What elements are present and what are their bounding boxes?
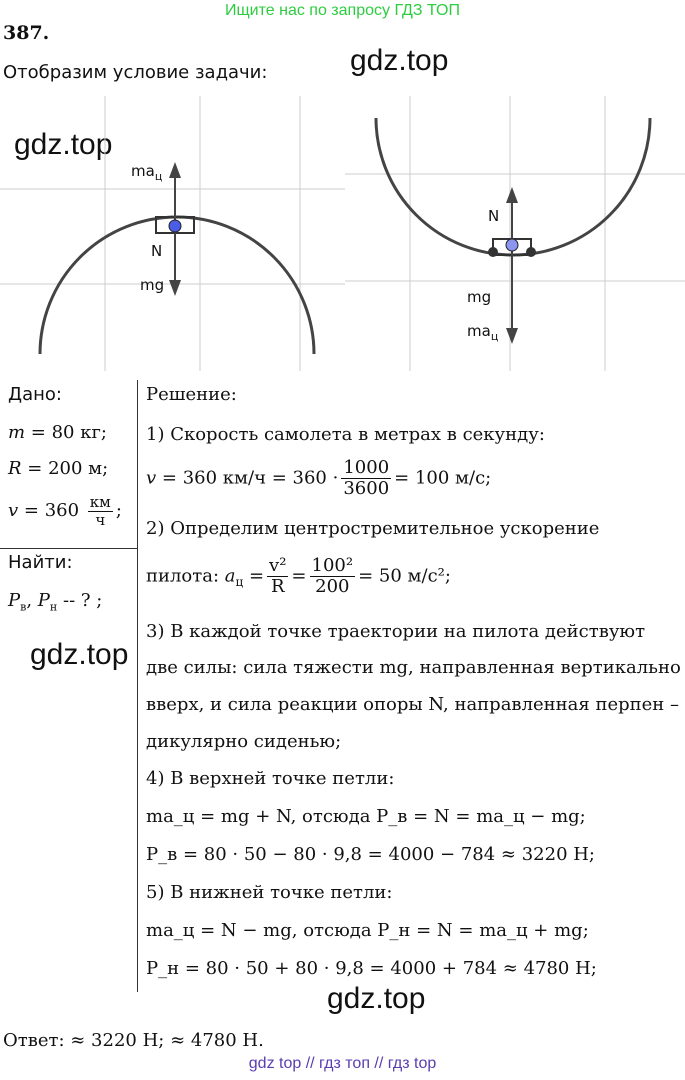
force-label-ma: ma	[131, 162, 155, 180]
solution-step-4-equation-2: P_в = 80 · 50 − 80 · 9,8 = 4000 − 784 ≈ 3220 Н;	[146, 844, 595, 865]
top-of-loop-diagram	[0, 96, 345, 371]
solution-step-1-equation: v = 360 км/ч = 360 · $\frac{1000}{3600}$ = 100 м/с;	[146, 457, 492, 499]
given-velocity: v = 360 $\frac{км}{ч}$ ;	[8, 493, 122, 529]
table-vertical-divider	[137, 380, 138, 992]
watermark: gdz.top	[14, 128, 113, 161]
find-header: Найти:	[8, 552, 73, 573]
pilot-point	[506, 239, 518, 251]
intro-text: Отобразим условие задачи:	[3, 62, 268, 83]
watermark: gdz.top	[30, 638, 129, 671]
watermark: gdz.top	[350, 44, 449, 77]
solution-step-2: 2) Определим центростремительное ускорение	[146, 518, 600, 539]
solution-step-2-equation: пилота: $a_ц$ = $\frac{\text{v²}}{R}$ = $\frac{\text{100²}}{200}$ = 50 м/с²;	[146, 555, 451, 597]
seat-corner-dot	[488, 247, 498, 257]
solution-header: Решение:	[146, 384, 237, 405]
find-value: $P_в$, $P_н$ -- ? ;	[8, 590, 103, 614]
solution-step-1: 1) Скорость самолета в метрах в секунду:	[146, 424, 545, 445]
top-banner[interactable]: Ищите нас по запросу ГДЗ ТОП	[225, 2, 460, 19]
force-label-mg: mg	[140, 276, 165, 294]
table-horizontal-divider	[0, 548, 137, 549]
given-mass: m = 80 кг;	[8, 422, 107, 443]
solution-step-3-line-1: 3) В каждой точке траектории на пилота действуют	[146, 621, 646, 642]
force-label-n: N	[151, 242, 163, 260]
subscript-label: ц	[490, 330, 499, 343]
solution-step-4: 4) В верхней точке петли:	[146, 768, 395, 789]
watermark: gdz.top	[327, 982, 426, 1015]
force-label-n: N	[488, 207, 500, 225]
arrow-down-icon	[506, 328, 518, 344]
arrow-up-icon	[506, 187, 518, 203]
arrow-down-icon	[169, 280, 181, 296]
svg-text:maц	[131, 162, 162, 183]
svg-text:maц	[467, 322, 498, 343]
solution-step-5-equation-2: P_н = 80 · 50 + 80 · 9,8 = 4000 + 784 ≈ 4780 Н;	[146, 958, 597, 979]
solution-step-5: 5) В нижней точке петли:	[146, 882, 393, 903]
solution-step-5-equation-1: ma_ц = N − mg, отсюда P_н = N = ma_ц + mg;	[146, 920, 589, 941]
problem-number: 387.	[3, 22, 50, 44]
solution-step-3-line-2: две силы: сила тяжести mg, направленная вертикально	[146, 657, 681, 678]
pilot-point	[169, 220, 181, 232]
force-label-ma: ma	[467, 322, 491, 340]
arrow-up-icon	[169, 162, 181, 178]
given-header: Дано:	[8, 384, 62, 405]
force-label-mg: mg	[467, 288, 492, 306]
footer-links[interactable]: gdz top // гдз топ // гдз top	[248, 1055, 437, 1072]
answer: Ответ: ≈ 3220 Н; ≈ 4780 Н.	[3, 1030, 264, 1051]
bottom-of-loop-diagram	[345, 96, 685, 371]
subscript-label: ц	[154, 170, 163, 183]
seat-corner-dot	[526, 247, 536, 257]
solution-step-3-line-4: дикулярно сиденью;	[146, 731, 342, 752]
given-radius: R = 200 м;	[8, 458, 109, 479]
solution-step-3-line-3: вверх, и сила реакции опоры N, направленная перпен –	[146, 694, 679, 715]
solution-step-4-equation-1: ma_ц = mg + N, отсюда P_в = N = ma_ц − mg;	[146, 806, 586, 827]
